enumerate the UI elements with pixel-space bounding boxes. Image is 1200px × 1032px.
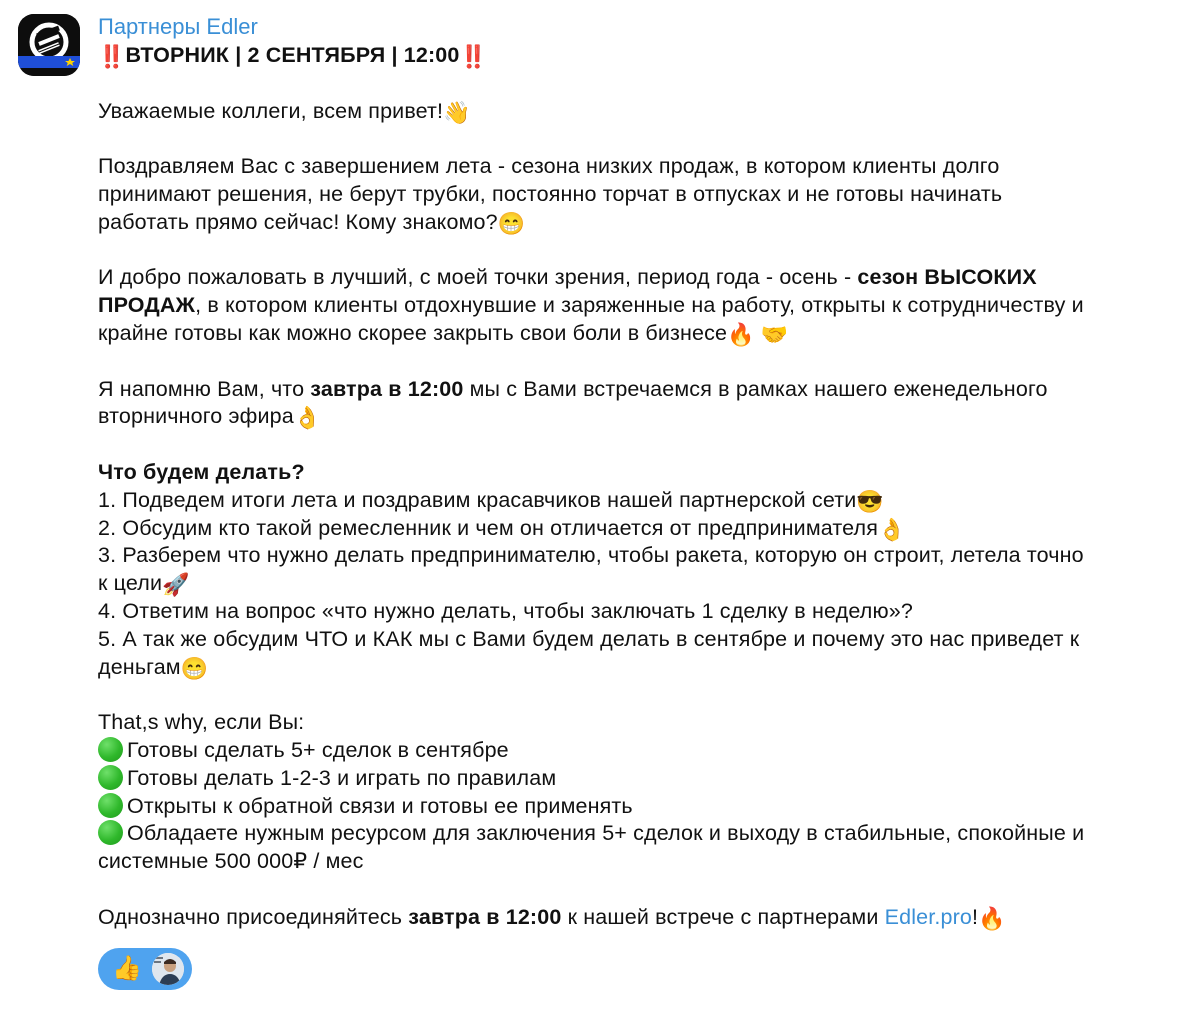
green-circle-icon <box>98 737 123 762</box>
paragraph-line: И добро пожаловать в лучший, с моей точки зрения, период года - осень - сезон ВЫСОКИХ <box>98 265 1037 290</box>
agenda-item-continued: к цели🚀 <box>98 571 190 598</box>
thumbs-up-icon: 👍 <box>112 955 142 982</box>
double-exclamation-icon: ‼️ <box>98 44 126 69</box>
green-circle-icon <box>98 793 123 818</box>
channel-name[interactable]: Партнеры Edler <box>98 14 258 39</box>
paragraph-line: Поздравляем Вас с завершением лета - сезона низких продаж, в котором клиенты долго <box>98 154 1000 179</box>
grinning-face-icon: 😁 <box>497 210 526 236</box>
paragraph-line: работать прямо сейчас! Кому знакомо?😁 <box>98 209 526 236</box>
agenda-item: 2. Обсудим кто такой ремесленник и чем он отличается от предпринимателя👌 <box>98 515 906 542</box>
bold-text: завтра в 12:00 <box>310 376 464 401</box>
condition-item: Обладаете нужным ресурсом для заключения 5+ сделок и выходу в стабильные, спокойные и <box>98 820 1193 848</box>
reactor-avatar <box>152 953 184 985</box>
bold-text: ПРОДАЖ <box>98 293 196 318</box>
post-title-line <box>98 42 1193 70</box>
grinning-face-icon: 😁 <box>180 655 209 681</box>
channel-logo-icon <box>18 14 80 76</box>
closing-line: Однозначно присоединяйтесь завтра в 12:00 к нашей встрече с партнерами Edler.pro!🔥 <box>98 904 1006 931</box>
paragraph-line: ПРОДАЖ, в котором клиенты отдохнувшие и заряженные на работу, открыты к сотрудничеству и <box>98 293 1084 318</box>
agenda-heading: Что будем делать? <box>98 459 305 484</box>
agenda-item-continued: деньгам😁 <box>98 654 209 681</box>
condition-item: Готовы делать 1-2-3 и играть по правилам <box>98 765 1193 793</box>
channel-post <box>98 12 1193 932</box>
condition-item: Готовы сделать 5+ сделок в сентябре <box>98 737 1193 765</box>
paragraph-line: принимают решения, не берут трубки, постоянно торчат в отпусках и не готовы начинать <box>98 181 1003 206</box>
thumbs-up-reaction[interactable] <box>98 948 192 990</box>
condition-item: Открыты к обратной связи и готовы ее применять <box>98 793 1193 821</box>
fire-icon: 🔥 <box>727 321 755 347</box>
greeting: Уважаемые коллеги, всем привет!👋 <box>98 98 471 125</box>
fire-icon: 🔥 <box>978 905 1006 931</box>
ok-hand-icon: 👌 <box>293 405 322 431</box>
post-text <box>98 42 1193 932</box>
agenda-item: 4. Ответим на вопрос «что нужно делать, чтобы заключать 1 сделку в неделю»? <box>98 598 913 623</box>
green-circle-icon <box>98 765 123 790</box>
bold-text: сезон ВЫСОКИХ <box>857 265 1037 290</box>
rocket-icon: 🚀 <box>162 572 190 598</box>
waving-hand-icon: 👋 <box>443 99 471 125</box>
paragraph-line: вторничного эфира👌 <box>98 404 322 431</box>
agenda-item: 3. Разберем что нужно делать предпринимателю, чтобы ракета, которую он строит, летела точно <box>98 543 1084 568</box>
paragraph-line: Я напомню Вам, что завтра в 12:00 мы с Вами встречаемся в рамках нашего еженедельного <box>98 376 1048 401</box>
sunglasses-face-icon: 😎 <box>856 488 884 514</box>
agenda-item: 5. А так же обсудим ЧТО и КАК мы с Вами будем делать в сентябре и почему это нас приведет к <box>98 626 1080 651</box>
channel-avatar[interactable] <box>18 14 80 76</box>
post-title: ВТОРНИК | 2 СЕНТЯБРЯ | 12:00 <box>125 43 460 67</box>
green-circle-icon <box>98 820 123 845</box>
double-exclamation-icon: ‼️ <box>459 44 488 69</box>
edler-pro-link[interactable]: Edler.pro <box>884 904 973 929</box>
agenda-item: 1. Подведем итоги лета и поздравим красавчиков нашей партнерской сети😎 <box>98 487 884 514</box>
condition-item-continued: системные 500 000₽ / мес <box>98 849 364 874</box>
handshake-icon: 🤝 <box>760 321 789 347</box>
paragraph-line: крайне готовы как можно скорее закрыть свои боли в бизнесе🔥 🤝 <box>98 320 789 347</box>
reactor-photo-icon <box>152 953 184 985</box>
conditions-intro: That,s why, если Вы: <box>98 710 305 735</box>
ok-hand-icon: 👌 <box>878 516 906 542</box>
bold-text: завтра в 12:00 <box>408 904 562 929</box>
